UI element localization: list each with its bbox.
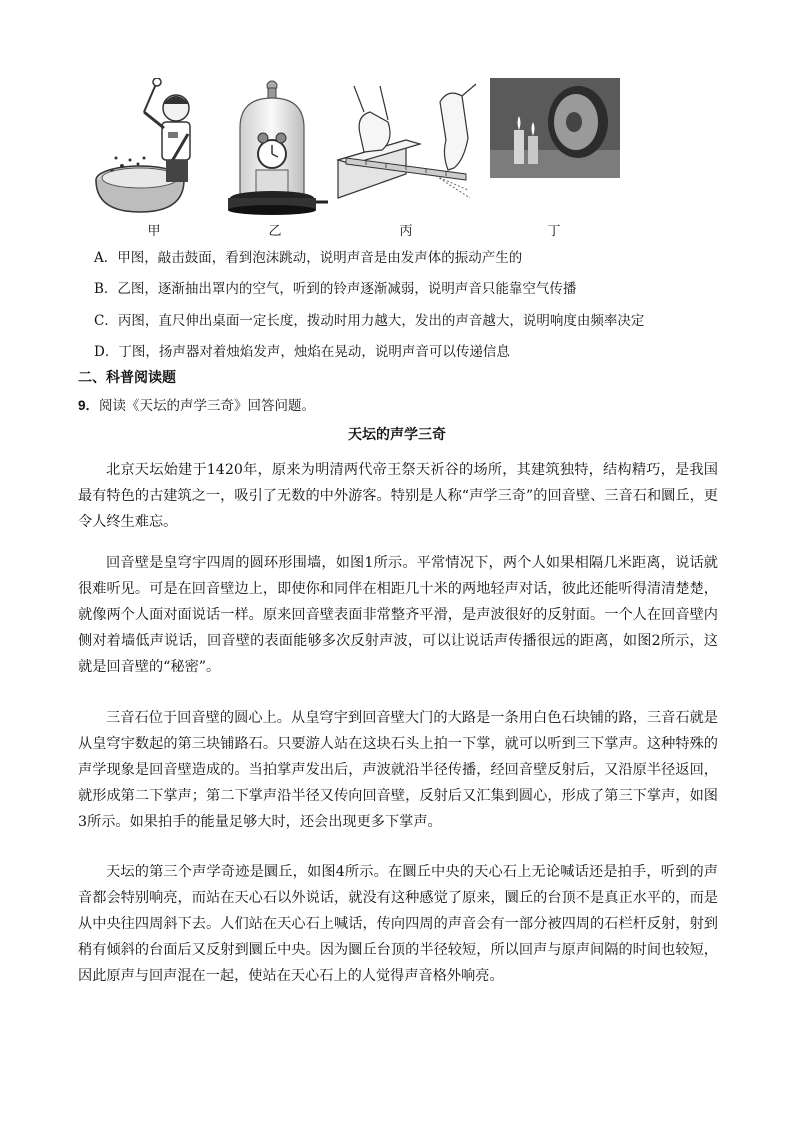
option-c: C．丙图，直尺伸出桌面一定长度，拨动时用力越大，发出的声音越大，说明响度由频率决定 [94,313,645,329]
figure-row [92,78,632,239]
figure-ding-speaker [490,78,620,178]
article-paragraph-3: 三音石位于回音壁的圆心上。从皇穹宇到回音壁大门的大路是一条用白色石块铺的路，三音石就是从皇穹宇数起的第三块铺路石。只要游人站在这块石头上拍一下掌，就可以听到三下掌声。这种特殊的声学现象是回音壁造成的。当拍掌声发出后，声波就沿半径传播，经回音壁反射后，又沿原半径返回，就形成第二下掌声；第二下掌声沿半径又传向回音壁，反射后又汇集到圆心，形成了第三下掌声，如图3所示。如果拍手的能量足够大时，还会出现更多下掌声。 [78,710,718,830]
figure-label-jia: 甲 [147,224,161,239]
option-d: D．丁图，扬声器对着烛焰发声，烛焰在晃动，说明声音可以传递信息 [94,344,510,360]
section-title: 二、科普阅读题 [78,370,176,386]
article-title: 天坛的声学三奇 [348,427,446,443]
article-paragraph-4: 天坛的第三个声学奇迹是圜丘，如图4所示。在圜丘中央的天心石上无论喊话还是拍手，听到的声音都会特别响亮，而站在天心石以外说话，就没有这种感觉了原来，圜丘的台顶不是真正水平的，而是从中央往四周斜下去。人们站在天心石上喊话，传向四周的声音会有一部分被四周的石栏杆反射，射到稍有倾斜的台面后又反射到圜丘中央。因为圜丘台顶的半径较短，所以回声与原声间隔的时间也较短，因此原声与回声混在一起，使站在天心石上的人觉得声音格外响亮。 [78,864,718,984]
article-paragraph-1: 北京天坛始建于1420年，原来为明清两代帝王祭天祈谷的场所，其建筑独特，结构精巧，是我国最有特色的古建筑之一，吸引了无数的中外游客。特别是人称“声学三奇”的回音壁、三音石和圜丘，更令人终生难忘。 [78,462,718,530]
question-line [78,394,315,414]
option-a: A．甲图，敲击鼓面，看到泡沫跳动，说明声音是由发声体的振动产生的 [94,250,523,266]
question-text: 阅读《天坛的声学三奇》回答问题。 [99,398,316,414]
figure-label-bing: 丙 [399,224,413,239]
figure-jia-drum [92,78,212,218]
option-b: B．乙图，逐渐抽出罩内的空气，听到的铃声逐渐减弱，说明声音只能靠空气传播 [94,281,577,297]
figure-bing-ruler [336,78,482,218]
article-paragraph-2: 回音壁是皇穹宇四周的圆环形围墙，如图1所示。平常情况下，两个人如果相隔几米距离，说话就很难听见。可是在回音壁边上，即使你和同伴在相距几十米的两地轻声对话，彼此还能听得清清楚楚，就像两个人面对面说话一样。原来回音壁表面非常整齐平滑，是声波很好的反射面。一个人在回音壁内侧对着墙低声说话，回音壁的表面能够多次反射声波，可以让说话声传播很远的距离，如图2所示，这就是回音壁的“秘密”。 [78,555,718,675]
figure-yi-bell-jar [222,78,332,218]
figure-label-yi: 乙 [268,224,282,239]
question-number: 9． [78,398,100,413]
figure-label-ding: 丁 [547,224,561,239]
